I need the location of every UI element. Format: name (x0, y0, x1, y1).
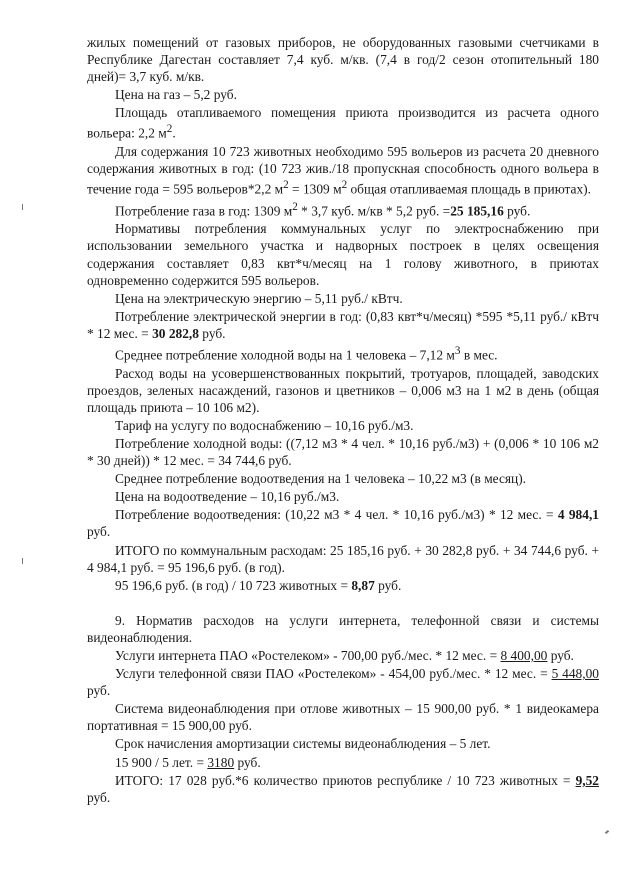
superscript: 2 (283, 179, 289, 192)
text-segment: Услуги интернета ПАО «Ростелеком» - 700,00 руб./мес. * 12 мес. = (115, 647, 501, 663)
paragraph-p6 (87, 220, 599, 288)
text-segment: руб. (87, 789, 111, 805)
paragraph-p24 (87, 772, 599, 806)
text-segment: общая отапливаемая площадь в приютах). (347, 181, 591, 197)
emphasis-segment: 30 282,8 (152, 325, 199, 341)
text-segment: Система видеонаблюдения при отлове животных – 15 900,00 руб. * 1 видеокамера портативная = 15 900,00 руб. (87, 701, 599, 734)
text-segment: руб. (87, 524, 111, 540)
scan-mark (22, 204, 23, 210)
text-segment: Тариф на услугу по водоснабжению – 10,16 руб./м3. (115, 417, 414, 433)
text-segment: руб. (234, 754, 261, 770)
superscript: 2 (166, 123, 173, 136)
emphasis-segment (576, 773, 599, 788)
text-segment: Срок начисления амортизации системы видеонаблюдения – 5 лет. (115, 736, 491, 752)
paragraph-p7 (87, 290, 599, 307)
text-segment: Потребление водоотведения: (10,22 м3 * 4 чел. * 10,16 руб./м3) * 12 мес. = (115, 507, 558, 523)
paragraph-p11 (87, 417, 599, 434)
paragraph-p14 (87, 488, 599, 505)
emphasis-segment: 25 185,16 (450, 203, 504, 219)
text-segment: руб. (198, 325, 226, 341)
paragraph-p18 (87, 612, 599, 646)
text-segment: в мес. (460, 347, 498, 363)
paragraph-p15 (87, 506, 599, 540)
paragraph-p22 (87, 735, 599, 752)
emphasis-segment: 8,87 (351, 577, 375, 593)
paragraph-p13 (87, 470, 599, 487)
superscript: 2 (341, 179, 348, 192)
paragraph-p8 (87, 308, 599, 342)
text-segment: жилых помещений от газовых приборов, не оборудованных газовыми счетчиками в Республике Дагестан составляет 7,4 куб. м/кв. (7,4 в год/2 сезон отопительный 180 дней)= 3,7 куб. м/кв. (87, 35, 599, 85)
text-segment: . (172, 125, 176, 141)
text-segment: Услуги телефонной связи ПАО «Ростелеком» - 454,00 руб./мес. * 12 мес. = (115, 666, 552, 682)
paragraph-p21 (87, 700, 599, 734)
text-segment: Для содержания 10 723 животных необходимо 595 вольеров из расчета 20 дневного содержания животных в год: (10 723 жив./18 пропускная способность одного вольера в течение года = 595 вольеров*2,2 м (87, 144, 599, 197)
paragraph-p17 (87, 577, 599, 594)
scan-mark (22, 558, 23, 564)
text-segment: * 3,7 куб. м/кв * 5,2 руб. = (297, 203, 451, 219)
text-segment: Нормативы потребления коммунальных услуг по электроснабжению при использовании земельного участка и надворных построек в целях освещения содержания составляет 0,83 квт*ч/месяц на 1 голову животного, в приютах одновременно содержится 595 вольеров. (87, 221, 599, 288)
emphasis-segment: 4 984,1 (557, 507, 599, 523)
paragraph-p16 (87, 542, 599, 576)
text-segment: руб. (503, 203, 531, 219)
superscript: 2 (292, 200, 298, 213)
emphasis-segment: 3180 (207, 754, 235, 770)
text-segment: Потребление газа в год: 1309 м (115, 203, 293, 219)
text-segment: Цена на электрическую энергию – 5,11 руб./ кВтч. (115, 290, 403, 306)
paragraph-p20 (87, 665, 599, 699)
text-segment: 95 196,6 руб. (в год) / 10 723 животных = (115, 577, 352, 593)
text-segment: Среднее потребление водоотведения на 1 человека – 10,22 м3 (в месяц). (115, 471, 527, 487)
paragraph-p3 (87, 104, 599, 142)
text-segment: = 1309 м (288, 181, 342, 197)
document-page (87, 34, 599, 806)
paragraph-p19 (87, 647, 599, 664)
text-segment: 9. Норматив расходов на услуги интернета, телефонной связи и системы видеонаблюдения. (87, 612, 599, 645)
text-segment: Потребление холодной воды: ((7,12 м3 * 4 чел. * 10,16 руб./м3) + (0,006 * 10 106 м2 * 30 дней)) * 12 мес. = 34 744,6 руб. (87, 435, 599, 469)
paragraph-p10 (87, 365, 599, 416)
scan-mark (605, 830, 609, 834)
text-segment: ИТОГО: 17 028 руб.*6 количество приютов республике / 10 723 животных = (115, 772, 576, 788)
text-segment: 15 900 / 5 лет. = (115, 754, 208, 770)
text-segment: руб. (547, 647, 574, 663)
superscript: 3 (454, 345, 461, 357)
paragraph-p23 (87, 754, 599, 771)
text-segment: Цена на водоотведение – 10,16 руб./м3. (115, 489, 340, 505)
text-segment: Расход воды на усовершенствованных покрытий, тротуаров, площадей, заводских проездов, зеленых насаждений, газонов и цветников – 0,006 м3 на 1 м2 в день (общая площадь приюта – 10 106 м2). (87, 365, 599, 415)
text-segment: Среднее потребление холодной воды на 1 человека – 7,12 м (115, 347, 455, 363)
text-segment: руб. (87, 683, 111, 699)
paragraph-p1 (87, 34, 599, 85)
text-segment: ИТОГО по коммунальным расходам: 25 185,16 руб. + 30 282,8 руб. + 34 744,6 руб. + 4 984,1 руб. = 95 196,6 руб. (в год). (87, 542, 599, 575)
text-segment: Потребление электрической энергии в год: (0,83 квт*ч/месяц) *595 *5,11 руб./ кВтч * 12 мес. = (87, 308, 599, 341)
text-segment: Площадь отапливаемого помещения приюта производится из расчета одного вольера: 2,2 м (87, 105, 599, 141)
paragraph-p2 (87, 86, 599, 103)
text-segment: Цена на газ – 5,2 руб. (115, 87, 237, 103)
paragraph-p4 (87, 143, 599, 198)
segment: 9,52 (575, 772, 599, 788)
paragraph-p5 (87, 199, 599, 220)
paragraph-p12 (87, 435, 599, 469)
paragraph-p9 (87, 343, 599, 364)
emphasis-segment: 8 400,00 (500, 647, 548, 663)
text-segment: руб. (374, 577, 402, 593)
emphasis-segment: 5 448,00 (551, 666, 599, 682)
